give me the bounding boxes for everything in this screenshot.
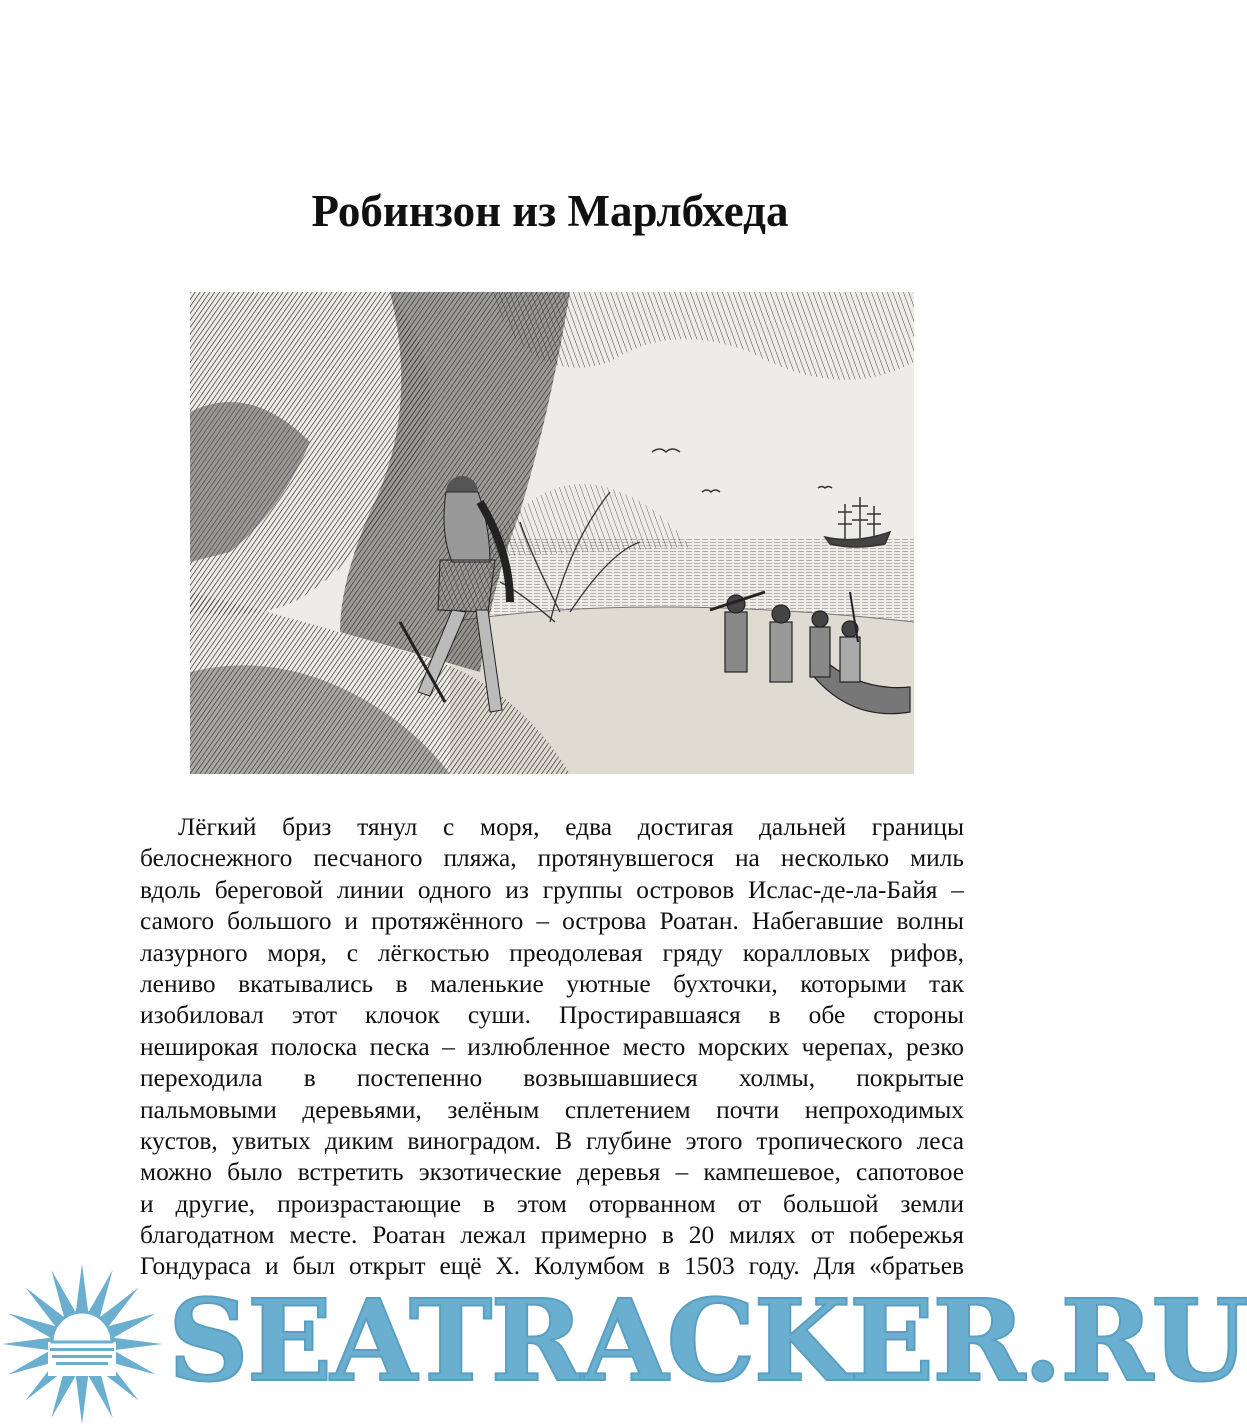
paragraph-line: белоснежного песчаного пляжа, протянувшегося на несколько миль [140,844,964,873]
paragraph-line: Лёгкий бриз тянул с моря, едва достигая дальней границы [178,813,964,841]
body-paragraph [140,812,964,1283]
paragraph-line: лениво вкатывались в маленькие уютные бухточки, которыми так [140,969,964,998]
paragraph-line: самого большого и протяжённого – острова Роатан. Набегавшие волны [140,907,964,936]
paragraph-line: можно было встретить экзотические деревья – кампешевое, сапотовое [140,1158,964,1187]
paragraph-line: переходила в постепенно возвышавшиеся холмы, покрытые [140,1064,964,1093]
castaway-on-shore-illustration [190,292,914,774]
paragraph-line: и другие, произрастающие в этом оторванном от большой земли [140,1189,964,1218]
paragraph-line: пальмовыми деревьями, зелёным сплетением почти непроходимых [140,1095,964,1124]
watermark-text: SEATRACKER.RU [168,1276,1247,1407]
paragraph-line: неширокая полоска песка – излюбленное место морских черепах, резко [140,1032,964,1061]
page-title: Робинзон из Марлбхеда [311,186,789,236]
paragraph-line: изобиловал этот клочок суши. Простиравшаяся в обе стороны [140,1001,964,1030]
paragraph-line: вдоль береговой линии одного из группы островов Ислас-де-ла-Байя – [140,875,964,904]
paragraph-line: благодатном месте. Роатан лежал примерно в 20 милях от побережья [140,1221,964,1250]
sun-burst-icon [2,1264,162,1424]
paragraph-line: Гондураса и был открыт ещё X. Колумбом в 1503 году. Для «братьев [140,1252,964,1281]
paragraph-line: лазурного моря, с лёгкостью преодолевая гряду коралловых рифов, [140,938,964,967]
engraving-illustration [190,292,914,774]
paragraph-line: кустов, увитых диким виноградом. В глубине этого тропического леса [140,1126,964,1155]
